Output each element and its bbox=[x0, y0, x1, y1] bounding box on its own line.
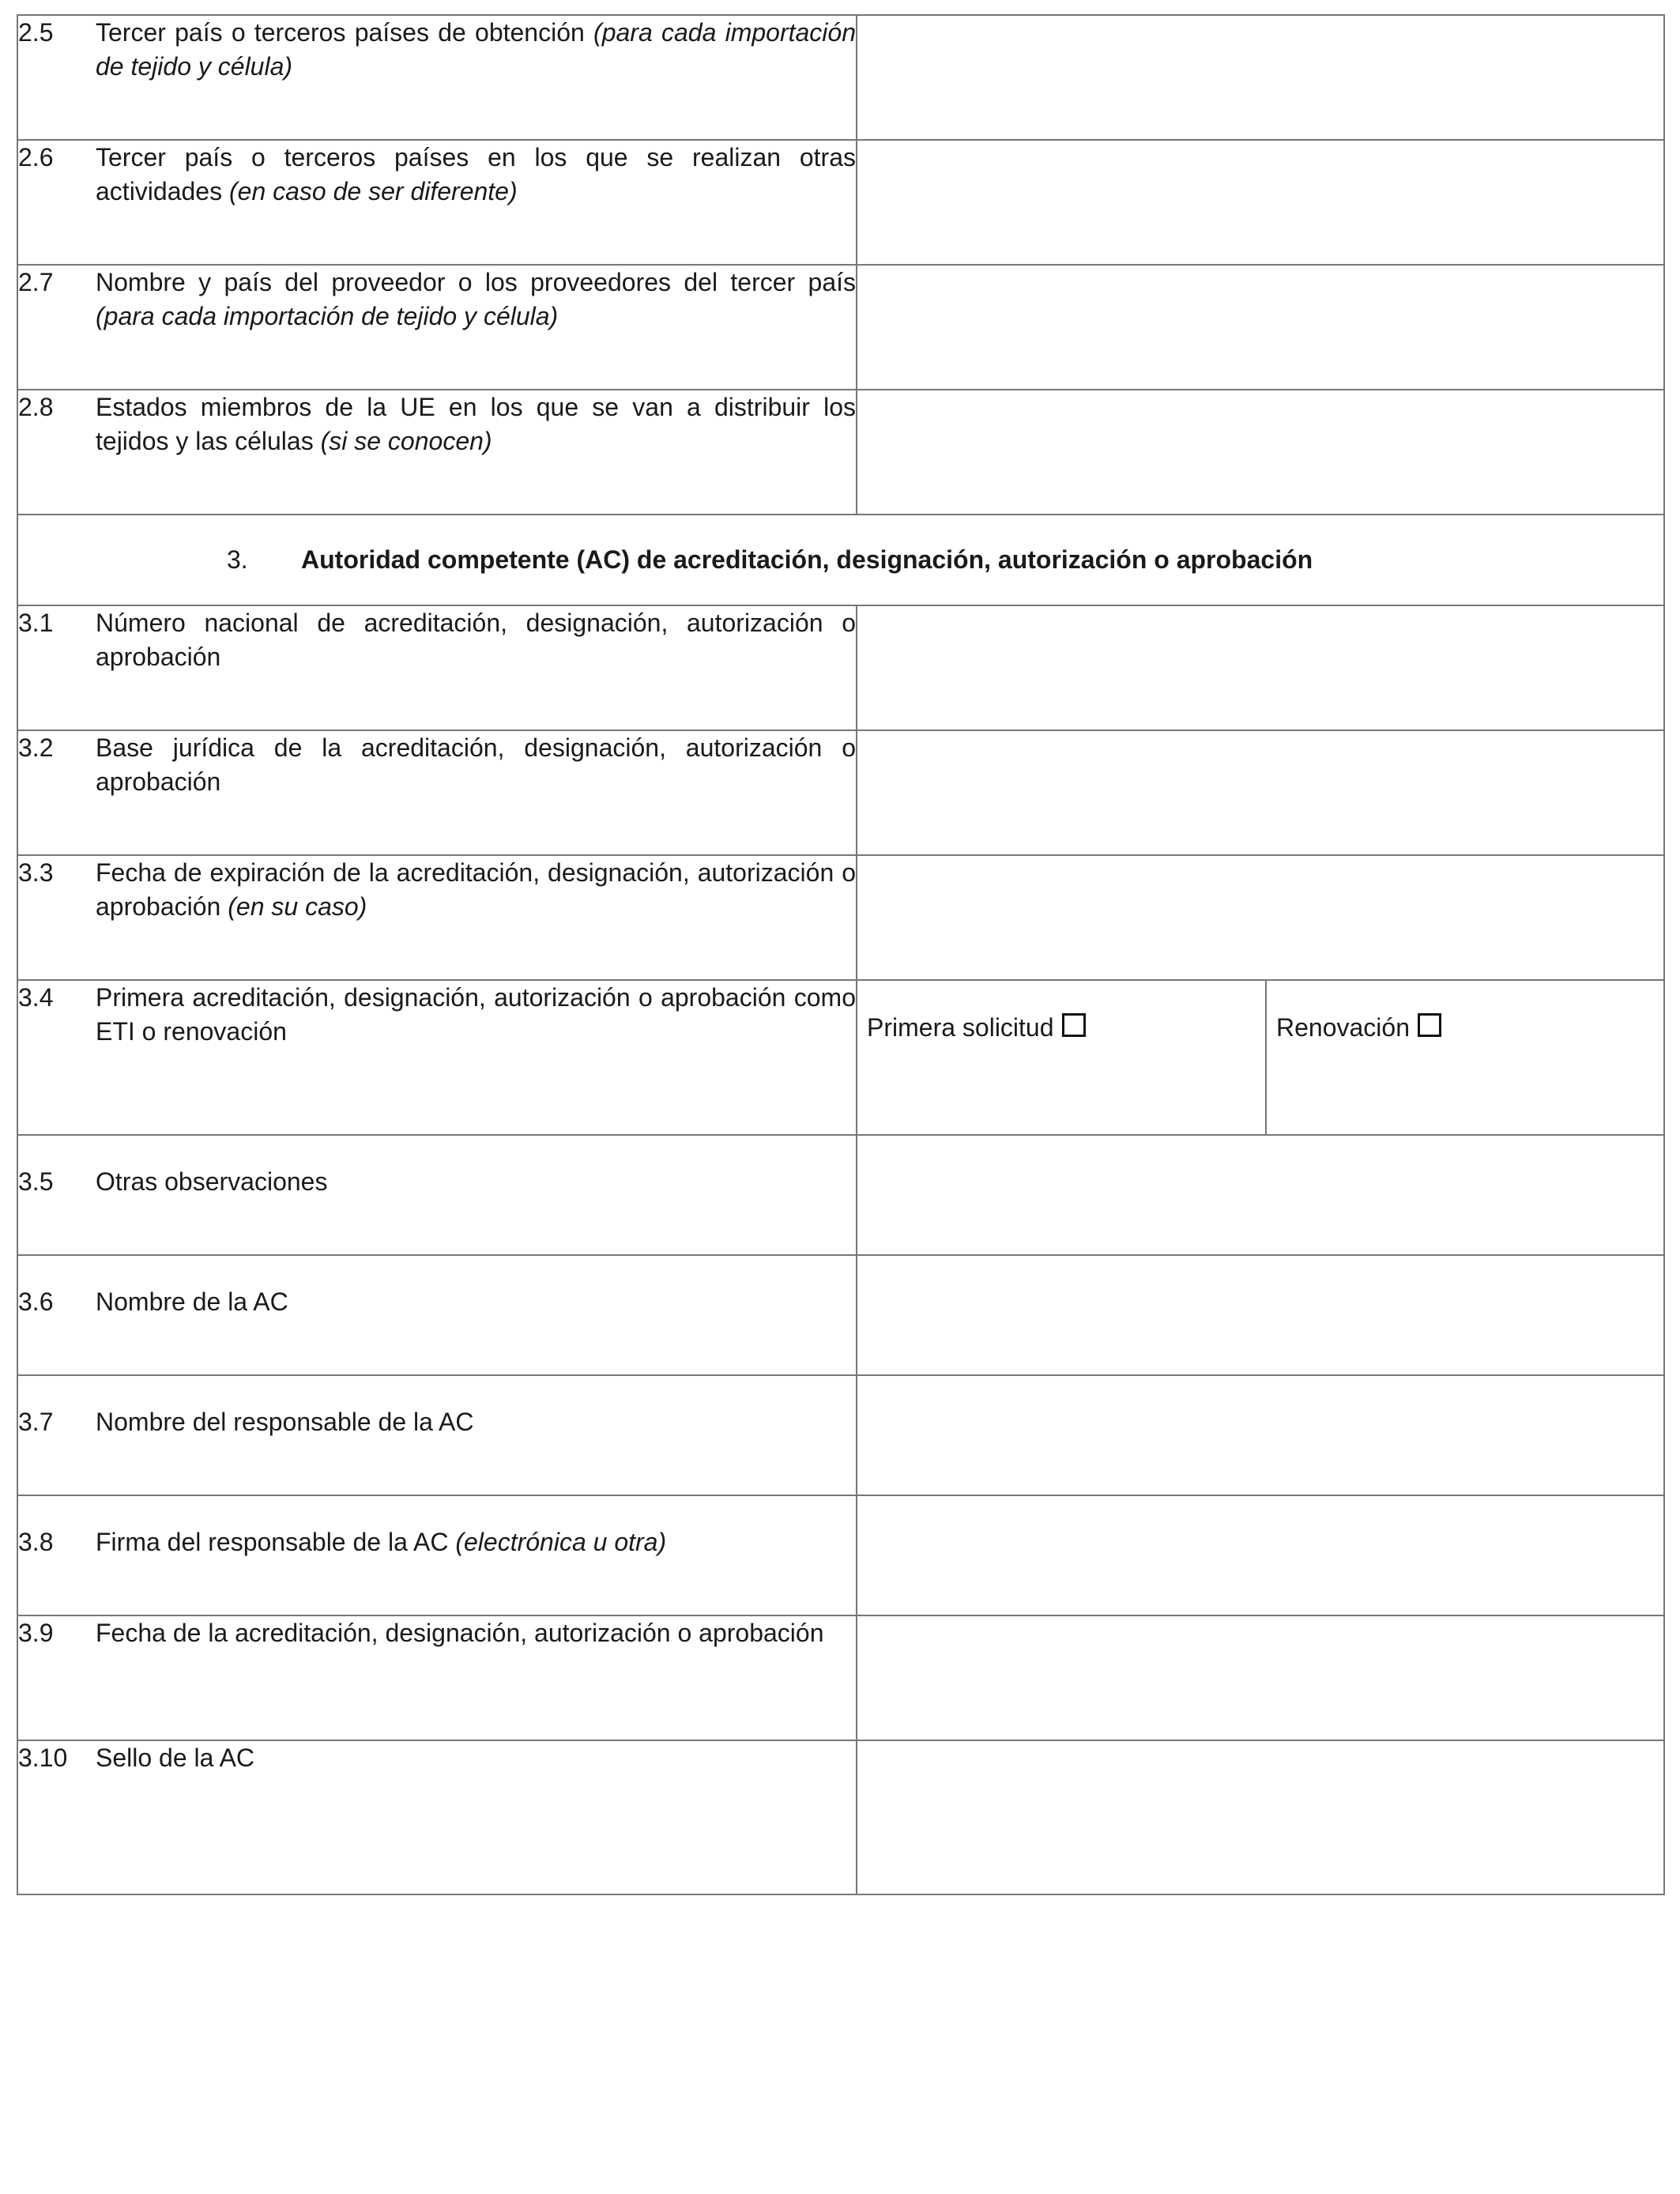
answer-field-3-5[interactable] bbox=[857, 1135, 1664, 1255]
item-note: (electrónica u otra) bbox=[455, 1528, 667, 1556]
item-label-cell bbox=[17, 140, 857, 265]
answer-field-3-10[interactable] bbox=[857, 1740, 1664, 1894]
section-heading bbox=[17, 515, 1664, 605]
form-row-3-6 bbox=[17, 1255, 1664, 1375]
item-number: 3.1 bbox=[18, 609, 54, 637]
item-number: 2.8 bbox=[18, 393, 54, 421]
form-row-3-1 bbox=[17, 605, 1664, 730]
answer-field-3-8[interactable] bbox=[857, 1495, 1664, 1615]
item-text bbox=[96, 16, 856, 84]
item-label: Estados miembros de la UE en los que se van a distribuir los tejidos y las células bbox=[96, 393, 856, 455]
item-label-cell bbox=[17, 1255, 857, 1375]
item-label: Fecha de expiración de la acreditación, designación, autorización o aprobación bbox=[96, 858, 856, 921]
form-row-3-2 bbox=[17, 730, 1664, 855]
item-note: (en su caso) bbox=[228, 892, 367, 921]
item-label-cell bbox=[17, 1135, 857, 1255]
item-label: Primera acreditación, designación, autorización o aprobación como ETI o renovación bbox=[96, 983, 856, 1046]
item-number: 3.4 bbox=[18, 983, 54, 1012]
item-text bbox=[96, 141, 856, 209]
item-number: 3.2 bbox=[18, 733, 54, 762]
item-number: 3.8 bbox=[18, 1528, 54, 1556]
item-text bbox=[96, 856, 856, 924]
form-row-3-10 bbox=[17, 1740, 1664, 1894]
item-number: 2.7 bbox=[18, 268, 54, 296]
item-text bbox=[96, 266, 856, 334]
item-label-cell bbox=[17, 265, 857, 390]
item-text bbox=[96, 390, 856, 458]
item-label-cell bbox=[17, 1740, 857, 1894]
section-title: Autoridad competente (AC) de acreditación, designación, autorización o aprobación bbox=[301, 545, 1313, 574]
section-number: 3. bbox=[227, 545, 248, 574]
answer-field-2-8[interactable] bbox=[857, 390, 1664, 515]
item-label-cell bbox=[17, 605, 857, 730]
item-label: Sello de la AC bbox=[96, 1744, 255, 1772]
form-row-2-5 bbox=[17, 15, 1664, 140]
option-renewal bbox=[1266, 980, 1664, 1135]
form-row-3-4 bbox=[17, 980, 1664, 1135]
item-label: Nombre de la AC bbox=[96, 1287, 288, 1316]
item-label: Tercer país o terceros países de obtención bbox=[96, 18, 585, 47]
answer-field-2-6[interactable] bbox=[857, 140, 1664, 265]
form-row-3-3 bbox=[17, 855, 1664, 980]
item-note: (si se conocen) bbox=[320, 427, 492, 455]
item-text bbox=[96, 1525, 856, 1559]
item-number: 3.10 bbox=[18, 1744, 68, 1772]
option-renewal-label: Renovación bbox=[1276, 1013, 1410, 1042]
item-label: Fecha de la acreditación, designación, autorización o aprobación bbox=[96, 1619, 824, 1647]
item-label: Nombre del responsable de la AC bbox=[96, 1408, 474, 1436]
item-label: Número nacional de acreditación, designación, autorización o aprobación bbox=[96, 609, 856, 671]
form-row-3-8 bbox=[17, 1495, 1664, 1615]
form-row-2-6 bbox=[17, 140, 1664, 265]
form-row-3-7 bbox=[17, 1375, 1664, 1495]
answer-field-2-7[interactable] bbox=[857, 265, 1664, 390]
item-note: (para cada importación de tejido y célula) bbox=[96, 18, 857, 81]
item-number: 2.5 bbox=[18, 18, 54, 47]
form-row-2-7 bbox=[17, 265, 1664, 390]
item-label: Base jurídica de la acreditación, designación, autorización o aprobación bbox=[96, 733, 856, 796]
form-table bbox=[17, 14, 1665, 1895]
answer-field-2-5[interactable] bbox=[857, 15, 1664, 140]
form-row-3-5 bbox=[17, 1135, 1664, 1255]
item-label-cell bbox=[17, 855, 857, 980]
item-number: 3.5 bbox=[18, 1167, 54, 1196]
item-label-cell bbox=[17, 980, 857, 1135]
answer-field-3-1[interactable] bbox=[857, 605, 1664, 730]
item-note: (en caso de ser diferente) bbox=[228, 177, 518, 205]
answer-field-3-7[interactable] bbox=[857, 1375, 1664, 1495]
answer-field-3-9[interactable] bbox=[857, 1615, 1664, 1740]
item-label-cell bbox=[17, 1495, 857, 1615]
item-number: 3.9 bbox=[18, 1619, 54, 1647]
form-row-3-9 bbox=[17, 1615, 1664, 1740]
item-note: (para cada importación de tejido y célula) bbox=[96, 302, 559, 330]
item-number: 3.6 bbox=[18, 1287, 54, 1316]
option-first-label: Primera solicitud bbox=[867, 1013, 1054, 1042]
answer-field-3-2[interactable] bbox=[857, 730, 1664, 855]
item-label: Tercer país o terceros países en los que se realizan otras actividades bbox=[96, 143, 856, 205]
item-label: Otras observaciones bbox=[96, 1167, 328, 1196]
form-row-2-8 bbox=[17, 390, 1664, 515]
item-label-cell bbox=[17, 1375, 857, 1495]
option-first-application bbox=[857, 980, 1266, 1135]
item-label: Firma del responsable de la AC bbox=[96, 1528, 449, 1556]
item-label-cell bbox=[17, 15, 857, 140]
answer-field-3-6[interactable] bbox=[857, 1255, 1664, 1375]
renewal-checkbox[interactable] bbox=[1418, 1013, 1441, 1037]
item-label-cell bbox=[17, 1615, 857, 1740]
item-label-cell bbox=[17, 390, 857, 515]
item-number: 3.7 bbox=[18, 1408, 54, 1436]
item-label: Nombre y país del proveedor o los proveedores del tercer país bbox=[96, 268, 856, 296]
item-label-cell bbox=[17, 730, 857, 855]
answer-field-3-3[interactable] bbox=[857, 855, 1664, 980]
item-number: 2.6 bbox=[18, 143, 54, 172]
first-application-checkbox[interactable] bbox=[1062, 1013, 1086, 1037]
section-heading-row bbox=[17, 515, 1664, 605]
item-number: 3.3 bbox=[18, 858, 54, 887]
